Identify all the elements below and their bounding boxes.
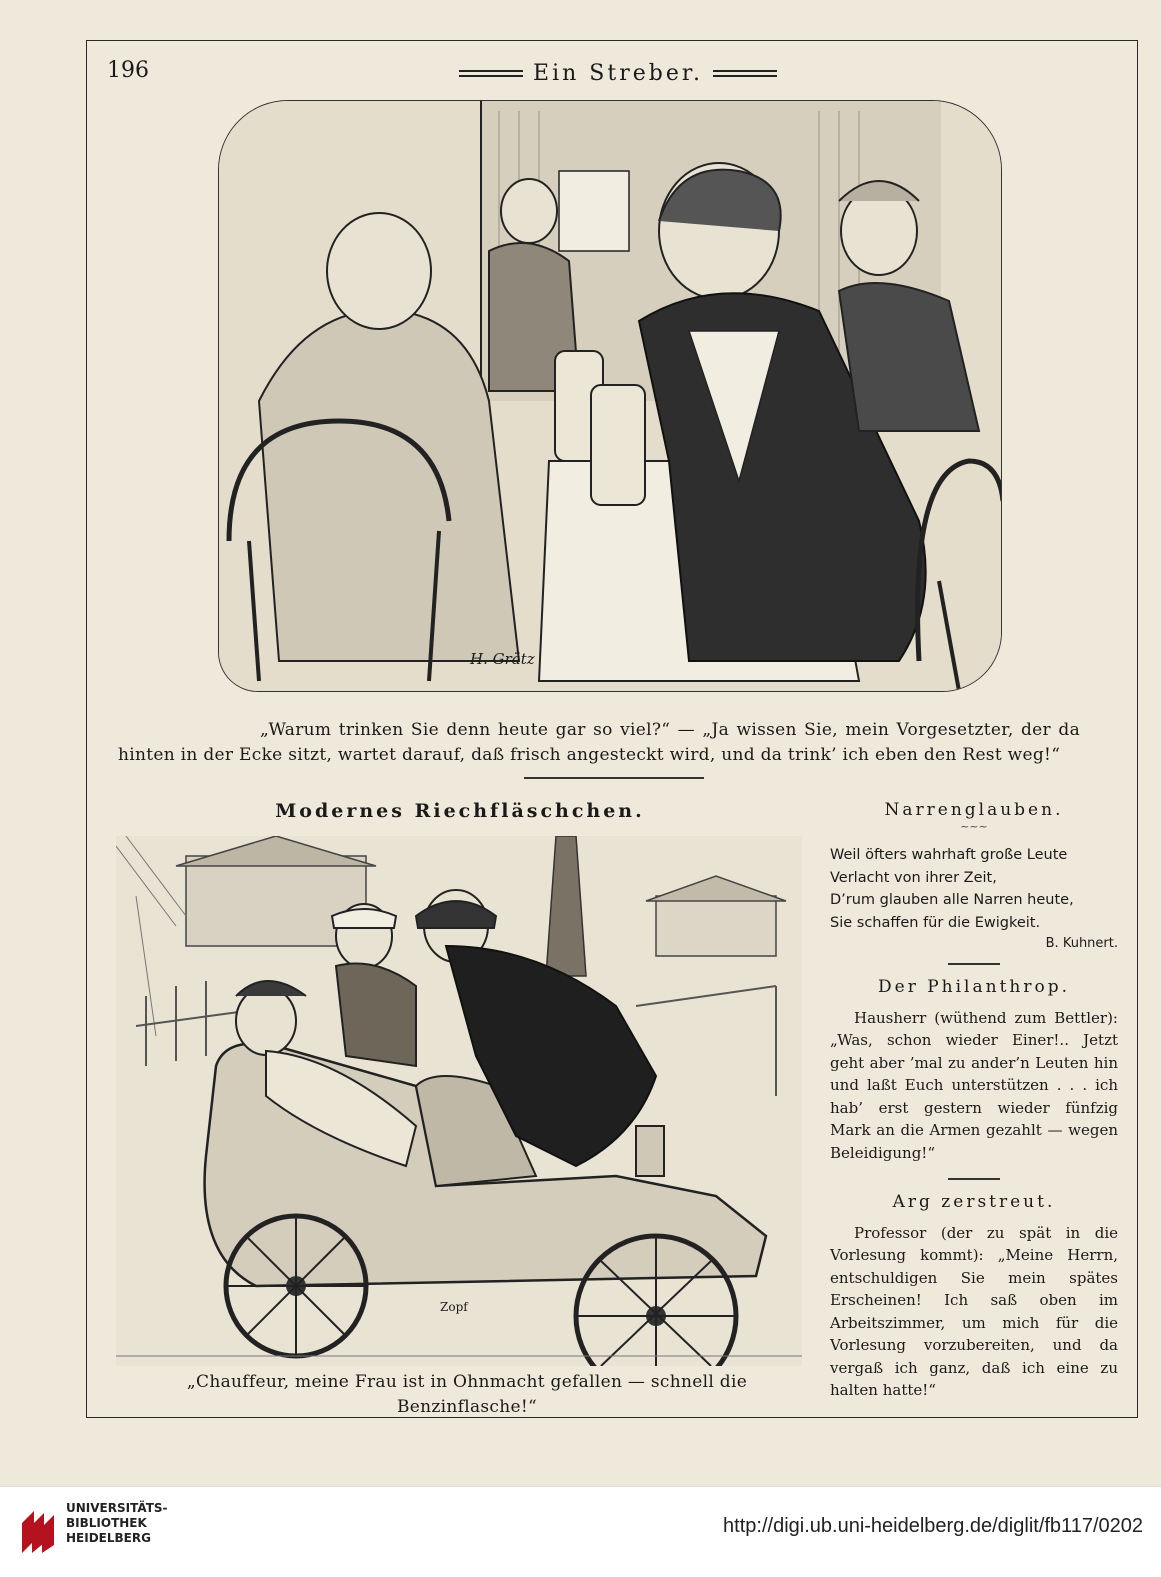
source-url[interactable]: http://digi.ub.uni-heidelberg.de/diglit/fb117/0202 bbox=[723, 1515, 1143, 1537]
section-title-philanthrop: Der Philanthrop. bbox=[878, 976, 1070, 997]
poem-line: Verlacht von ihrer Zeit, bbox=[830, 869, 997, 886]
library-footer bbox=[0, 1486, 1161, 1577]
bottom-cartoon-illustration bbox=[116, 836, 802, 1366]
tavern-scene-drawing bbox=[219, 101, 1002, 692]
library-name-line: BIBLIOTHEK bbox=[66, 1516, 147, 1530]
top-cartoon-signature: H. Grätz bbox=[470, 650, 535, 668]
divider-rule bbox=[948, 1178, 1000, 1180]
running-title: Ein Streber. bbox=[533, 60, 703, 86]
bottom-cartoon-caption: „Chauffeur, meine Frau ist in Ohnmacht gefallen — schnell die Benzinflasche!“ bbox=[186, 1372, 748, 1417]
bottom-cartoon-title: Modernes Riechfläschchen. bbox=[275, 800, 645, 822]
poem bbox=[830, 844, 1118, 934]
ornament-right-icon bbox=[713, 67, 777, 79]
library-name-line: UNIVERSITÄTS- bbox=[66, 1501, 168, 1515]
poem-author: B. Kuhnert. bbox=[1045, 936, 1118, 951]
divider-rule bbox=[524, 777, 704, 779]
poem-line: D’rum glauben alle Narren heute, bbox=[830, 892, 1074, 908]
poem-line: Sie schaffen für die Ewigkeit. bbox=[830, 914, 1041, 931]
poem-title: Narrenglauben. bbox=[884, 800, 1064, 820]
running-head bbox=[458, 58, 778, 88]
library-logo-icon bbox=[18, 1503, 58, 1555]
bottom-cartoon-signature: Zopf bbox=[440, 1300, 468, 1314]
top-cartoon-caption: „Warum trinken Sie denn heute gar so viel?“ — „Ja wissen Sie, mein Vorgesetzter, der da hinten in der Ecke sitzt, wartet darauf, daß frisch angesteckt wird, und da trink’ ich eben den Rest weg!“ bbox=[118, 720, 1080, 765]
top-cartoon-illustration bbox=[218, 100, 1002, 692]
section-text-zerstreut: Professor (der zu spät in die Vorlesung kommt): „Meine Herrn, entschuldigen Sie mein spätes Erscheinen! Ich saß oben im Arbeitszimmer, um mich für die Vorlesung vorzubereiten, und da vergaß ich ganz, daß ich eine zu halten hatte!“ bbox=[830, 1223, 1118, 1399]
tilde-ornament-icon: ~~~ bbox=[960, 820, 988, 833]
ornament-left-icon bbox=[459, 67, 523, 79]
page-number: 196 bbox=[107, 58, 149, 83]
right-column bbox=[830, 800, 1118, 1402]
library-name-line: HEIDELBERG bbox=[66, 1531, 151, 1545]
poem-line: Weil öfters wahrhaft große Leute bbox=[830, 847, 1068, 863]
divider-rule bbox=[948, 963, 1000, 965]
library-name bbox=[66, 1501, 168, 1546]
section-title-zerstreut: Arg zerstreut. bbox=[892, 1191, 1056, 1212]
section-text-philanthrop: Hausherr (wüthend zum Bettler): „Was, schon wieder Einer!.. Jetzt geht aber ’mal zu ander’n Leuten hin und laßt Euch unterstützen . . . ich hab’ erst gestern wieder fünfzig Mark an die Armen gezahlt — wegen Beleidigung!“ bbox=[830, 1008, 1118, 1162]
automobile-scene-drawing bbox=[116, 836, 802, 1366]
